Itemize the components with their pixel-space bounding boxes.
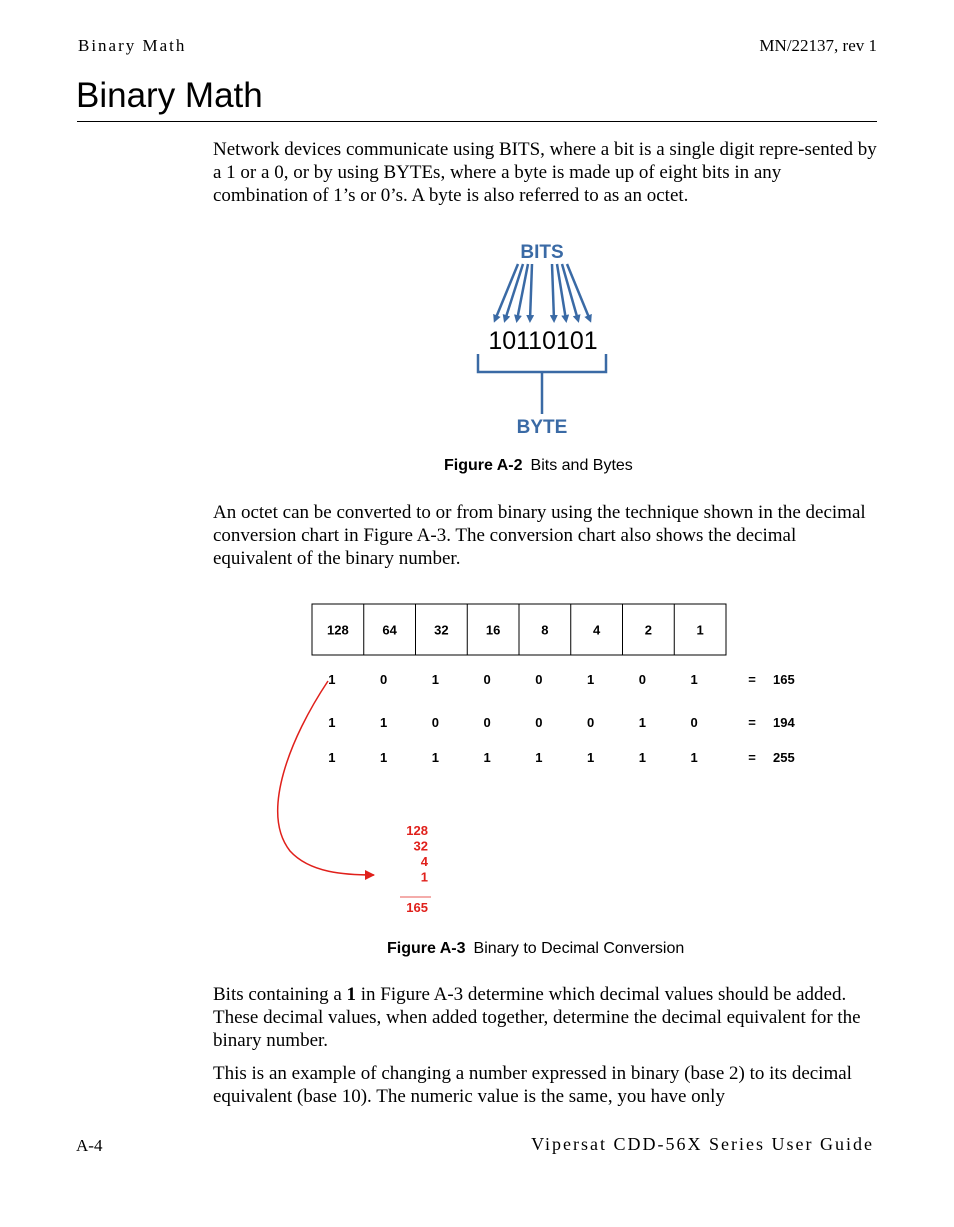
addend-value: 1 xyxy=(420,869,428,885)
footer-guide-title: Vipersat CDD-56X Series User Guide xyxy=(531,1134,874,1154)
bits-label: BITS xyxy=(520,242,564,263)
figure-a2-caption xyxy=(444,457,633,475)
place-value-headers xyxy=(327,623,704,638)
column-header: 32 xyxy=(434,622,449,638)
bit-cell: 0 xyxy=(483,715,491,730)
figure-a2-title: Bits and Bytes xyxy=(530,457,633,474)
bit-cell: 1 xyxy=(431,750,439,765)
column-header: 2 xyxy=(644,622,652,638)
bit-cell: 1 xyxy=(638,715,646,730)
bit-cell: 1 xyxy=(483,750,491,765)
addend-list xyxy=(406,823,428,885)
bit-cell: 0 xyxy=(431,715,439,730)
running-header-section: Binary Math xyxy=(78,36,187,55)
bit-cell: 1 xyxy=(328,750,336,765)
bit-cell: 1 xyxy=(380,715,388,730)
sum-arrow xyxy=(278,681,374,875)
row-result: 165 xyxy=(773,672,795,687)
intro-paragraph: Network devices communicate using BITS, where a bit is a single digit repre-sented by a 1 or a 0, or by using BYTEs, where a byte is made up of eight bits in any combination of 1’s or 0’s. A byte is also referred to as an octet. xyxy=(213,139,877,206)
base-example-paragraph: This is an example of changing a number expressed in binary (base 2) to its decimal equivalent (base 10). The numeric value is the same, you have only xyxy=(213,1063,852,1107)
bit-cell: 1 xyxy=(587,672,595,687)
row-result: 194 xyxy=(773,715,795,730)
bit-cell: 0 xyxy=(690,715,698,730)
binary-value: 10110101 xyxy=(488,327,598,355)
row-result: 255 xyxy=(773,750,795,765)
bits-explanation-paragraph xyxy=(213,983,877,1052)
bit-cell: 1 xyxy=(690,672,698,687)
equals-sign: = xyxy=(748,715,756,730)
running-header-doc-id: MN/22137, rev 1 xyxy=(759,36,877,55)
column-header: 128 xyxy=(327,622,349,638)
bits-bytes-diagram xyxy=(470,236,620,441)
conversion-paragraph: An octet can be converted to or from binary using the technique shown in the decimal conversion chart in Figure A-3. The conversion chart also shows the decimal equivalent of the binary number. xyxy=(213,502,866,569)
figure-a3-caption xyxy=(387,940,684,958)
addend-value: 32 xyxy=(413,838,428,854)
bit-cell: 0 xyxy=(535,715,543,730)
bit-cell: 0 xyxy=(380,672,388,687)
page-title: Binary Math xyxy=(76,76,263,115)
bit-arrows xyxy=(495,264,590,320)
bit-cell: 0 xyxy=(483,672,491,687)
bits-explanation-bold: 1 xyxy=(346,984,357,1005)
bit-cell: 1 xyxy=(328,715,336,730)
bit-cell: 1 xyxy=(690,750,698,765)
equals-sign: = xyxy=(748,672,756,687)
byte-bracket xyxy=(478,354,606,414)
figure-a2-label: Figure A-2 xyxy=(444,457,523,474)
bit-cell: 1 xyxy=(638,750,646,765)
sum-value: 165 xyxy=(406,900,428,915)
column-header: 8 xyxy=(541,622,549,638)
bit-cell: 1 xyxy=(535,750,543,765)
bit-cell: 1 xyxy=(587,750,595,765)
bit-cell: 0 xyxy=(638,672,646,687)
bit-cell: 1 xyxy=(380,750,388,765)
column-header: 4 xyxy=(593,622,601,638)
bit-cell: 0 xyxy=(587,715,595,730)
addend-value: 4 xyxy=(420,854,428,869)
byte-label: BYTE xyxy=(516,417,568,438)
bits-explanation-part2: in Figure A-3 determine which decimal values should be added. These decimal values, when added together, determine the decimal equivalent for the binary number. xyxy=(213,984,861,1051)
bit-cell: 1 xyxy=(328,672,336,687)
place-value-dividers xyxy=(364,604,675,655)
bit-rows xyxy=(328,672,795,765)
column-header: 64 xyxy=(382,622,397,638)
bit-cell: 0 xyxy=(535,672,543,687)
addend-value: 128 xyxy=(406,823,428,838)
figure-a3-title: Binary to Decimal Conversion xyxy=(473,940,685,957)
column-header: 16 xyxy=(485,622,501,638)
bits-explanation-part1: Bits containing a xyxy=(213,984,347,1005)
footer-page-number: A-4 xyxy=(76,1136,103,1155)
equals-sign: = xyxy=(748,750,756,765)
column-header: 1 xyxy=(696,622,704,638)
bit-cell: 1 xyxy=(431,672,439,687)
figure-a3-label: Figure A-3 xyxy=(387,940,466,957)
binary-decimal-chart xyxy=(270,598,830,923)
title-divider xyxy=(77,121,877,122)
